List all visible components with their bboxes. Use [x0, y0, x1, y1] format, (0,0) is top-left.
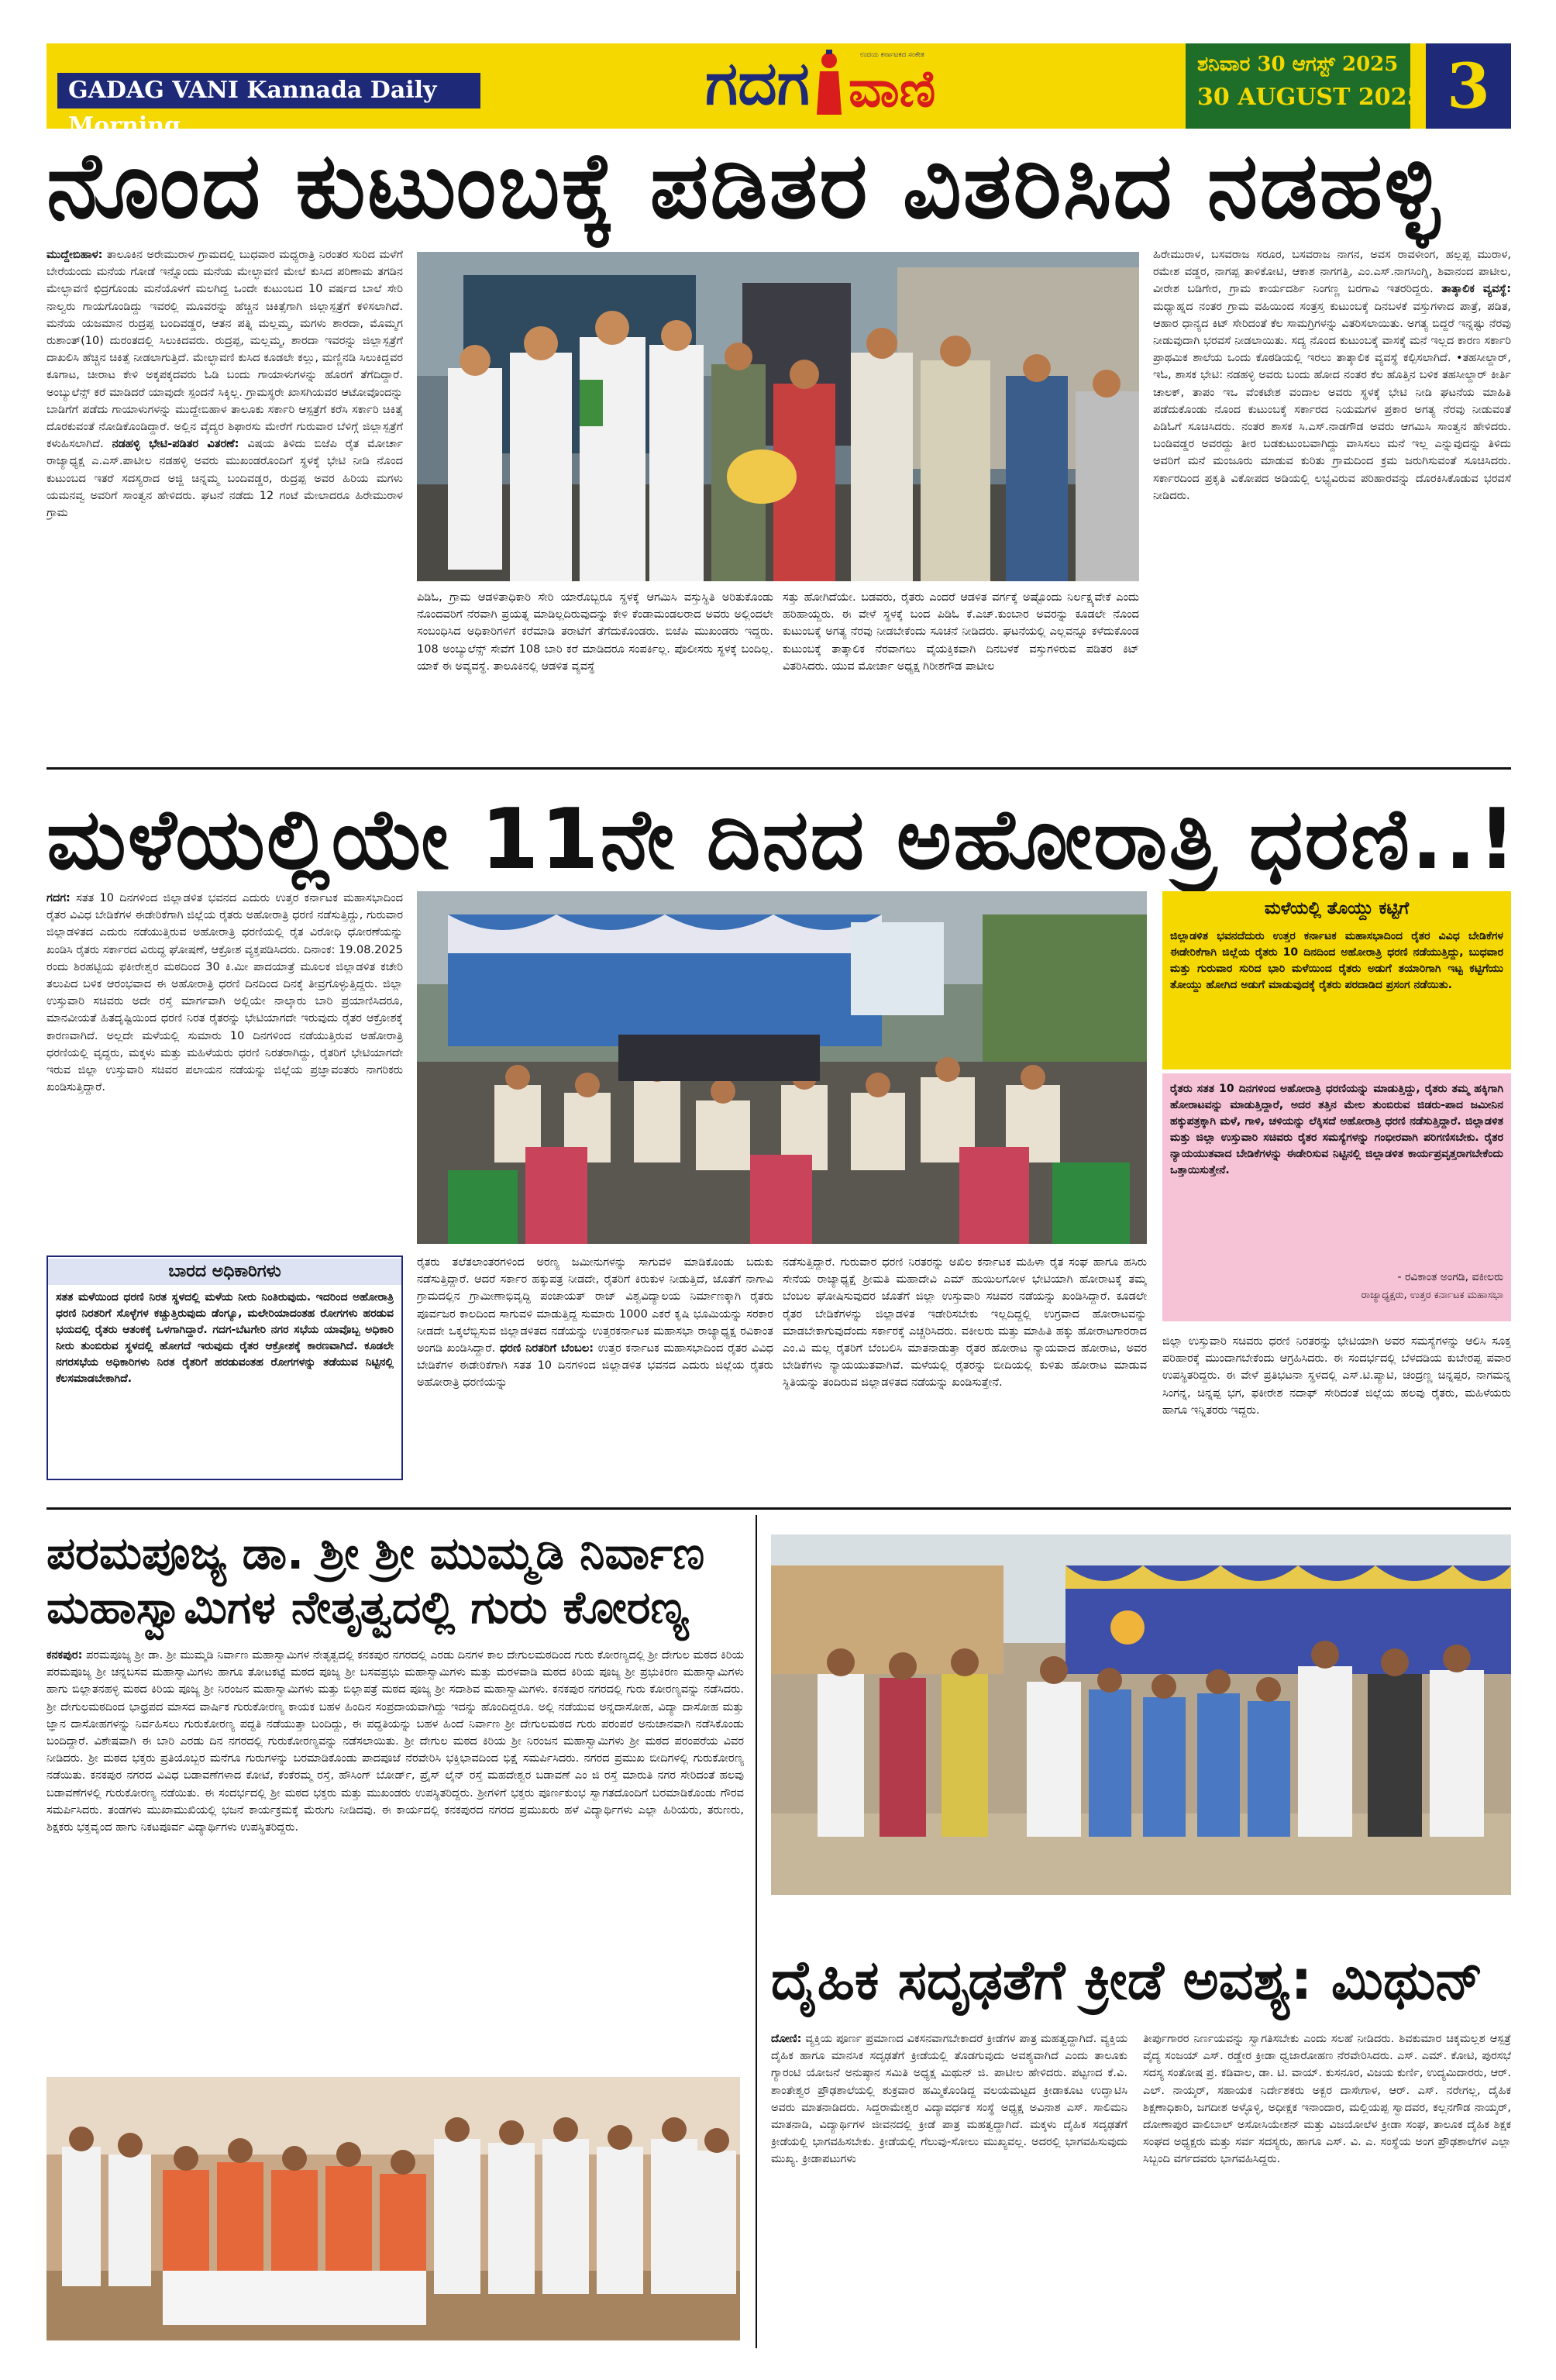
article4-headline: ದೈಹಿಕ ಸದೃಢತೆಗೆ ಕ್ರೀಡೆ ಅವಶ್ಯ: ಮಿಥುನ್: [771, 1948, 1483, 2012]
article4-col1: [771, 2030, 1127, 2340]
box-absent-officials-title: ಬಾರದ ಅಧಿಕಾರಿಗಳು: [48, 1259, 401, 1285]
box-absent-officials-text: ಸತತ ಮಳೆಯಿಂದ ಧರಣಿ ನಿರತ ಸ್ಥಳದಲ್ಲಿ ಮಳೆಯ ನೀರು ನಿಂತಿರುವುದು. ಇದರಿಂದ ಅಹೋರಾತ್ರಿ ಧರಣಿ ನಿರತರಿಗೆ ಸೊಳ್ಳೆಗಳ ಕಚ್ಚುತ್ತಿರುವುದು ಡೆಂಗ್ಯೂ, ಮಲೇರಿಯಾದಂತಹ ರೋಗಗಳು ಹರಡುವ ಭಯದಲ್ಲಿ ರೈತರು ಆತಂಕಕ್ಕೆ ಒಳಗಾಗಿದ್ದಾರೆ. ಗದಗ-ಬೆಟಗೇರಿ ನಗರ ಸಭೆಯ ಯಾವೊಬ್ಬ ಅಧಿಕಾರಿ ನೀರು ತುಂಬಿರುವ ಸ್ಥಳದಲ್ಲಿ ಹೋಗದೆ ಇರುವುದು ರೈತರ ಆಕ್ರೋಶಕ್ಕೆ ಕಾರಣವಾಗಿದೆ. ಕೂಡಲೇ ನಗರಸಭೆಯ ಅಧಿಕಾರಿಗಳು ನಿರತ ರೈತರಿಗೆ ಹರಡುವಂತಹ ರೋಗಗಳನ್ನು ತಡೆಯುವ ನಿಟ್ಟಿನಲ್ಲಿ ಕೆಲಸಮಾಡಬೇಕಾಗಿದೆ.: [56, 1291, 394, 1385]
article1-col4c-text: •ತಹಸೀಲ್ದಾರ್, ಇಓ, ಶಾಸಕ ಭೇಟಿ: ನಡಹಳ್ಳಿ ಅವರು ಬಂದು ಹೋದ ನಂತರ ಕೆಲ ಹೊತ್ತಿನ ಬಳಿಕ ತಹಸೀಲ್ದಾರ್ ಕೀರ್ತಿ ಚಾಲಕ್, ತಾಪಂ ಇಒ ವೆಂಕಟೇಶ ವಂದಾಲ ಅವರು ಸ್ಥಳಕ್ಕೆ ಭೇಟಿ ನೀಡಿ ಘಟನೆಯ ಮಾಹಿತಿ ಪಡೆದುಕೊಂಡು ನೊಂದ ಕುಟುಂಬಕ್ಕೆ ಸರ್ಕಾರದ ನಿಯಮಗಳ ಪ್ರಕಾರ ಅಗತ್ಯ ನೆರವು ನೀಡುವಂತೆ ಪಿಡಿಓಗೆ ಸೂಚಿಸಿದರು. ನಂತರ ಶಾಸಕ ಸಿ.ಎಸ್.ನಾಡಗೌಡ ಅವರು ಆಗಮಿಸಿ ಸಾಂತ್ವನ ಹೇಳಿದರು. ಬಂಡಿವಡ್ಡರ ಅವರದ್ದು ತೀರ ಬಡಕುಟುಂಬವಾಗಿದ್ದು ವಾಸಿಸಲು ಮನೆ ಇಲ್ಲ ಎನ್ನುವುದನ್ನು ತಿಳಿದು ಅವರಿಗೆ ಮನೆ ಮಂಜೂರು ಮಾಡುವ ಕುರಿತು ಗ್ರಾಮದಿಂದ ಕ್ರಮ ಜರುಗಿಸುವಂತೆ ಸೂಚಿಸಿದರು. ಸರ್ಕಾರದಿಂದ ಪ್ರಕೃತಿ ವಿಕೋಪದ ಅಡಿಯಲ್ಲಿ ಲಭ್ಯವಿರುವ ಪರಿಹಾರವನ್ನು ದೊರಕಿಸಿಕೊಡುವ ಭರವಸೆ ನೀಡಿದರು.: [1153, 352, 1511, 502]
article3-photo: [46, 2077, 740, 2340]
article1-photo: [417, 252, 1139, 581]
box-quote-signature-title: ರಾಜ್ಯಾಧ್ಯಕ್ಷರು, ಉತ್ತರ ಕರ್ನಾಟಕ ಮಹಾಸಭಾ: [1361, 1290, 1503, 1301]
article2-col2b-text: ಉತ್ತರ ಕರ್ನಾಟಕ ಮಹಾಸಭಾದಿಂದ ರೈತರ ವಿವಿಧ ಬೇಡಿಕೆಗಳ ಈಡೇರಿಕೆಗಾಗಿ ಸತತ 10 ದಿನಗಳಿಂದ ಜಿಲ್ಲಾಡಳಿತ ಭವನದ ಎದುರು ಜಿಲ್ಲೆಯ ರೈತರು ಅಹೋರಾತ್ರಿ ಧರಣಿಯನ್ನು: [417, 1342, 773, 1390]
article3-headline-line2: ಮಹಾಸ್ವಾಮಿಗಳ ನೇತೃತ್ವದಲ್ಲಿ ಗುರು ಕೋರಣ್ಯ: [46, 1581, 689, 1634]
date-kannada: ಶನಿವಾರ 30 ಆಗಸ್ಟ್ 2025: [1197, 53, 1399, 76]
article1-dateline: ಮುದ್ದೇಬಿಹಾಳ:: [46, 249, 103, 261]
article1-headline: ನೊಂದ ಕುಟುಂಬಕ್ಕೆ ಪಡಿತರ ವಿತರಿಸಿದ ನಡಹಳ್ಳಿ: [46, 132, 1441, 239]
article2-dateline: ಗದಗ:: [46, 892, 71, 904]
logo-gadag: ಗದಗ: [705, 49, 810, 119]
article1-col4: [1153, 246, 1511, 750]
column-divider: [756, 1515, 757, 2348]
article2-col1-text: ಸತತ 10 ದಿನಗಳಿಂದ ಜಿಲ್ಲಾಡಳಿತ ಭವನದ ಎದುರು ಉತ್ತರ ಕರ್ನಾಟಕ ಮಹಾಸಭಾದಿಂದ ರೈತರ ವಿವಿಧ ಬೇಡಿಕೆಗಳ ಈಡೇರಿಕೆಗಾಗಿ ಜಿಲ್ಲೆಯ ರೈತರು ಅಹೋರಾತ್ರಿ ಧರಣಿ ನಡೆಸುತ್ತಿದ್ದು, ಗುರುವಾರ ಜಿಲ್ಲಾಡಳಿತದ ಎದುರು ನಡೆಯುತ್ತಿರುವ ಅಹೋರಾತ್ರಿ ಧರಣಿಯಲ್ಲಿ ರೈತ ವಿರೋಧಿ ಧೋರಣೆಯನ್ನು ಖಂಡಿಸಿ ರೈತರು ಸರ್ಕಾರದ ವಿರುದ್ಧ ಘೋಷಣೆ, ಆಕ್ರೋಶ ವ್ಯಕ್ತಪಡಿಸಿದರು. ದಿನಾಂಕ: 19.08.2025 ರಂದು ಶಿರಹಟ್ಟಿಯ ಫಕೀರೇಶ್ವರ ಮಠದಿಂದ 30 ಕಿ.ಮೀ ಪಾದಯಾತ್ರೆ ಮೂಲಕ ಜಿಲ್ಲಾಡಳಿತ ಕಚೇರಿ ತಲುಪಿದ ಬಳಿಕ ಆರಂಭವಾದ ಈ ಅಹೋರಾತ್ರಿ ಧರಣಿ ದಿನದಿಂದ ದಿನಕ್ಕೆ ತೀವ್ರಗೊಳ್ಳುತ್ತಿದ್ದರು. ಜಿಲ್ಲಾ ಉಸ್ತುವಾರಿ ಸಚಿವರು ಅದೇ ರಸ್ತೆ ಮಾರ್ಗವಾಗಿ ಅಲ್ಲಿಯೇ ನಾಲ್ಕಾರು ಬಾರಿ ಪ್ರಯಾಣಿಸಿದರೂ, ಮಾನವೀಯತೆ ಹಿತದೃಷ್ಟಿಯಿಂದ ಧರಣಿ ನಿರತ ರೈತರನ್ನು ಭೇಟಿಯಾಗದೇ ಇರುವುದು ರೈತರ ಆಕ್ರೋಶಕ್ಕೆ ಕಾರಣವಾಗಿದೆ. ಅಲ್ಲದೇ ಮಳೆಯಲ್ಲಿ ಸುಮಾರು 10 ದಿನಗಳಿಂದ ನಡೆಯುತ್ತಿರುವ ಅಹೋರಾತ್ರಿ ಧರಣಿಯಲ್ಲಿ ವೃದ್ಧರು, ಮಕ್ಕಳು ಮತ್ತು ಮಹಿಳೆಯರು ಧರಣಿ ನಿರತರಾಗಿದ್ದು, ರೈತರಿಗೆ ಭೇಟಿಯಾಗದೇ ಇರುವ ಜಿಲ್ಲಾ ಉಸ್ತುವಾರಿ ಸಚಿವರ ಪಲಾಯನ ನಡೆಯನ್ನು ಜಿಲ್ಲೆಯ ಪ್ರಜ್ಞಾವಂತರು ನಾಗರಿಕರು ಖಂಡಿಸುತ್ತಿದ್ದಾರೆ.: [46, 892, 403, 1094]
page-number: 3: [1426, 43, 1511, 129]
divider-1: [46, 767, 1511, 770]
article4-col2: ತೀರ್ಪುಗಾರರ ನಿರ್ಣಯವನ್ನು ಸ್ವಾಗತಿಸಬೇಕು ಎಂದು ಸಲಹೆ ನೀಡಿದರು. ಶಿವಕುಮಾರ ಚಿಕ್ಕಮಲ್ಲಶ ಆಸ್ಪತ್ರೆ ವೈದ್ಯ ಸಂಜಯ್ ಎಸ್. ರಡ್ಡೇರ ಕ್ರೀಡಾ ಧ್ವಜಾರೋಹಣ ನೆರವೇರಿಸಿದರು. ಎಸ್. ಎಮ್. ಕೋಟಿ, ಪುರಸಭೆ ಸದಸ್ಯ ಸಂತೋಷ ಪ್ರ. ಕಡಿವಾಲ, ಡಾ. ಟಿ. ವಾಯ್. ಕುಸನೂರ, ವಿಜಯ ಕುರ್ಣಿ, ಉದ್ಯಮಿದಾರರು, ಆರ್. ಎಲ್. ನಾಯ್ಕರ್, ಸಹಾಯಕ ನಿರ್ದೇಶಕರು ಅಕ್ಬರ ದಾಸೇಗಾಳ, ಆರ್. ಎಸ್. ನರೇಗಲ್ಲ, ದೈಹಿಕ ಶಿಕ್ಷಣಾಧಿಕಾರಿ, ಜಗದೀಶ ಅಳ್ಳೊಳ್ಳಿ, ಅಧೀಕ್ಷಕ ಇನಾಂದಾರ, ಮಲ್ಲಿಯಪ್ಪ ಸ್ವಾದವರ, ಕಲ್ಲನಗೌಡ ನಾಯ್ಕರ್, ದೋಣಾಪುರ ವಾಲಿಬಾಲ್ ಅಸೋಸಿಯೇಶನ್ ಮತ್ತು ವಿಜಯೋಲೆಳ ಕ್ರೀಡಾ ಸಂಘ, ತಾಲೂಕ ದೈಹಿಕ ಶಿಕ್ಷಕ ಸಂಘದ ಅಧ್ಯಕ್ಷರು ಮತ್ತು ಸರ್ವ ಸದಸ್ಯರು, ಹಾಗೂ ಎಸ್. ವಿ. ಎ. ಸಂಸ್ಥೆಯ ಅಂಗ ಪ್ರೌಢಶಾಲೆಗಳ ಎಲ್ಲಾ ಸಿಬ್ಬಂದಿ ವರ್ಗದವರು ಭಾಗವಹಿಸಿದ್ದರು.: [1143, 2033, 1511, 2166]
article2-col2: [417, 1254, 773, 1496]
date-english: 30 AUGUST 2025: [1197, 84, 1423, 111]
masthead-name: GADAG VANI Kannada Daily Morning: [57, 73, 480, 108]
box-quote-text: ರೈತರು ಸತತ 10 ದಿನಗಳಿಂದ ಅಹೋರಾತ್ರಿ ಧರಣಿಯನ್ನು ಮಾಡುತ್ತಿದ್ದು, ರೈತರು ತಮ್ಮ ಹಕ್ಕಿಗಾಗಿ ಹೋರಾಟವನ್ನು ಮಾಡುತ್ತಿದ್ದಾರೆ, ಅದರ ತತ್ತಿನ ಮೇಲ ತುಂಬಿರುವ ಜಿಡರು-ಪಾದ ಜಮೀನಿನ ಹಕ್ಕುಪತ್ರಕ್ಕಾಗಿ ಮಳೆ, ಗಾಳಿ, ಚಳಿಯನ್ನು ಲೆಕ್ಕಿಸದೆ ಅಹೋರಾತ್ರಿ ಧರಣಿ ನಡೆಸುತ್ತಿದ್ದಾರೆ. ಜಿಲ್ಲಾಡಳಿತ ಮತ್ತು ಜಿಲ್ಲಾ ಉಸ್ತುವಾರಿ ಸಚಿವರು ರೈತರ ಸಮಸ್ಯೆಗಳನ್ನು ಗಂಭೀರವಾಗಿ ಪರಿಗಣಿಸಬೇಕು. ರೈತರ ನ್ಯಾಯಯುತವಾದ ಬೇಡಿಕೆಗಳನ್ನು ಈಡೇರಿಸುವ ನಿಟ್ಟಿನಲ್ಲಿ ಜಿಲ್ಲಾಡಳಿತ ಕಾರ್ಯಪ್ರವೃತ್ತರಾಗಬೇಕೆಂದು ಒತ್ತಾಯಿಸುತ್ತೇನೆ.: [1170, 1083, 1503, 1176]
box-wet-firewood-title: ಮಳೆಯಲ್ಲಿ ತೊಯ್ದು ಕಟ್ಟಿಗೆ: [1264, 899, 1410, 918]
article3-headline-line1: ಪರಮಪೂಜ್ಯ ಡಾ. ಶ್ರೀ ಶ್ರೀ ಮುಮ್ಮಡಿ ನಿರ್ವಾಣ: [46, 1527, 705, 1579]
article2-col4: ಜಿಲ್ಲಾ ಉಸ್ತುವಾರಿ ಸಚಿವರು ಧರಣಿ ನಿರತರನ್ನು ಭೇಟಿಯಾಗಿ ಅವರ ಸಮಸ್ಯೆಗಳನ್ನು ಆಲಿಸಿ ಸೂಕ್ತ ಪರಿಹಾರಕ್ಕೆ ಮುಂದಾಗಬೇಕೆಂದು ಆಗ್ರಹಿಸಿದರು. ಈ ಸಂದರ್ಭದಲ್ಲಿ ಬೆಳದಡಿಯ ಕುಬೇರಪ್ಪ ಪವಾರ ಉಪಸ್ಥಿತರಿದ್ದರು. ಈ ವೇಳೆ ಪ್ರತಿಭಟನಾ ಸ್ಥಳದಲ್ಲಿ ಎಸ್.ಟಿ.ಪ್ಯಾಟಿ, ಚಂದ್ರಣ್ಣ ಚಿನ್ನಪ್ಪರ, ನಾಗಮನ್ನ ಸಿಂಗನ್ನ, ಚಿನ್ನಪ್ಪ ಭಗ, ಫಕೀರೇಶ ನದಾಫ್ ಸೇರಿದಂತೆ ಜಿಲ್ಲೆಯ ಹಲವು ರೈತರು, ಮಹಿಳೆಯರು ಹಾಗೂ ಇನ್ನಿತರರು ಇದ್ದರು.: [1162, 1335, 1511, 1417]
article1-col1: [46, 246, 403, 750]
article2-col2-text: ರೈತರು ತಲೆತಲಾಂತರಗಳಿಂದ ಅರಣ್ಯ ಜಮೀನುಗಳನ್ನು ಸಾಗುವಳಿ ಮಾಡಿಕೊಂಡು ಬದುಕು ನಡೆಸುತ್ತಿದ್ದಾರೆ. ಆದರೆ ಸರ್ಕಾರ ಹಕ್ಕುಪತ್ರ ನೀಡದೇ, ರೈತರಿಗೆ ಕಿರುಕುಳ ನೀಡುತ್ತಿದೆ, ಜೊತೆಗೆ ನಾಗಾವಿ ಗ್ರಾಮದಲ್ಲಿನ ಗ್ರಾಮೀಣಾಭಿವೃದ್ಧಿ ಪಂಚಾಯತ್ ರಾಜ್ ವಿಶ್ವವಿದ್ಯಾಲಯ ನಿರ್ಮಾಣಕ್ಕಾಗಿ ರೈತರು ಪೂರ್ವಜರ ಕಾಲದಿಂದ ಸಾಗುವಳಿ ಮಾಡುತ್ತಿದ್ದ ಸುಮಾರು 1000 ಎಕರೆ ಕೃಷಿ ಭೂಮಿಯನ್ನು ಸರಕಾರ ನೀಡದೇ ಒಕ್ಕಲೆಬ್ಬಿಸುವ ಜಿಲ್ಲಾಡಳಿತದ ನಡೆಯನ್ನು ಉತ್ತರಕರ್ನಾಟಕ ಮಹಾಸಭಾ ರಾಜ್ಯಾಧ್ಯಕ್ಷ ರವಿಕಾಂತ ಅಂಗಡಿ ಖಂಡಿಸಿದ್ದಾರೆ.: [417, 1256, 773, 1355]
logo-tagline: ಉದಯ ಕರ್ನಾಟಕದ ಸಂಕೇತ: [860, 51, 924, 59]
box-wet-firewood-text: ಜಿಲ್ಲಾಡಳಿತ ಭವನದೆದುರು ಉತ್ತರ ಕರ್ನಾಟಕ ಮಹಾಸಭಾದಿಂದ ರೈತರ ವಿವಿಧ ಬೇಡಿಕೆಗಳ ಈಡೇರಿಕೆಗಾಗಿ ಜಿಲ್ಲೆಯ ರೈತರು 10 ದಿನದಿಂದ ಅಹೋರಾತ್ರಿ ಧರಣಿ ನಡೆಯುತ್ತಿದ್ದು, ಬುಧವಾರ ಮತ್ತು ಗುರುವಾರ ಸುರಿದ ಭಾರಿ ಮಳೆಯಿಂದ ರೈತರು ಅಡುಗೆ ತಯಾರಿಗಾಗಿ ಇಟ್ಟ ಕಟ್ಟಿಗೆಯು ತೋಯ್ದು ಹೋಗಿದ ಅಡುಗೆ ಮಾಡುವುದಕ್ಕೆ ರೈತರು ಪರದಾಡಿದ ಪ್ರಸಂಗ ನಡೆಯಿತು.: [1170, 930, 1503, 991]
divider-2: [46, 1507, 1511, 1510]
article3-dateline: ಕನಕಪುರ:: [46, 1649, 83, 1662]
article1-col4-text: ಹಿರೇಮುರಾಳ, ಬಸವರಾಜ ಸರೂರ, ಬಸವರಾಜ ನಾಗನ, ಅವಸ ರಾವಳೀಂಗ, ಹಲ್ಲಪ್ಪ ಮುರಾಳ, ರಮೇಶ ವಡ್ಡರ, ನಾಗಪ್ಪ ತಾಳಿಕೋಟಿ, ಆಕಾಶ ನಾಗಗತ್ತಿ, ಎಂ.ಎಸ್.ನಾಗಸಿಂಗ್ನಿ, ಶಿವಾನಂದ ಪಾಟೀಲ, ವೀರೇಶ ಬಡಿಗೇರ, ಗ್ರಾಮ ಕಾರ್ಯದರ್ಶಿ ನಿಂಗಣ್ಣ ಬರಗಾವಿ ಇತರರಿದ್ದರು.: [1153, 249, 1511, 296]
logo-vaani: ವಾಣಿ: [849, 59, 936, 119]
article1-subhead2: ತಾತ್ಕಾಲಿಕ ವ್ಯವಸ್ಥೆ:: [1441, 283, 1511, 296]
article1-col1-text: ತಾಲೂಕಿನ ಅರೇಮುರಾಳ ಗ್ರಾಮದಲ್ಲಿ ಬುಧವಾರ ಮಧ್ಯರಾತ್ರಿ ನಿರಂತರ ಸುರಿದ ಮಳೆಗೆ ಬೇರೆಯಂದು ಮನೆಯ ಗೋಡೆ ಇನ್ನೊಂದು ಮನೆಯ ಮೇಲ್ಛಾವಣಿ ಮೇಲೆ ಕುಸಿದ ಪರಿಣಾಮ ತಗಡಿನ ಮೇಲ್ಛಾವಣಿ ಛಿದ್ರಗೊಂಡು ಮನೆಯೊಳಗೆ ಮಲಗಿದ್ದ ಒಂದೇ ಕುಟುಂಬದ 10 ವರ್ಷದ ಬಾಲೆ ಸೇರಿ ನಾಲ್ವರು ಗಾಯಗೊಂಡಿದ್ದು ಇವರಲ್ಲಿ ಮೂವರನ್ನು ಹೆಚ್ಚಿನ ಚಿಕಿತ್ಸೆಗಾಗಿ ಜಿಲ್ಲಾಸ್ಪತ್ರೆಗೆ ಕಳಿಸಲಾಗಿದೆ. ಮನೆಯ ಯಜಮಾನ ರುದ್ರಪ್ಪ ಬಂದಿವಡ್ಡರ, ಆತನ ಪತ್ನಿ ಮಲ್ಲಮ್ಮ, ಮಗಳು ಶಾರದಾ, ಮೊಮ್ಮಗ ರುಶಾಂತ್(10) ದುರಂತದಲ್ಲಿ ಸಿಲುಕಿದವರು. ರುದ್ರಪ್ಪ, ಮಲ್ಲಮ್ಮ, ಶಾರದಾ ಇವರನ್ನು ಜಿಲ್ಲಾಸ್ಪತ್ರೆಗೆ ದಾಖಲಿಸಿ ಹೆಚ್ಚಿನ ಚಿಕಿತ್ಸೆ ನೀಡಲಾಗುತ್ತಿದೆ. ಮೇಲ್ಛಾವಣಿ ಕುಸಿದ ಕೂಡಲೇ ಕಲ್ಲು, ಮಣ್ಣಿನಡಿ ಸಿಲುಕಿದ್ದವರ ಕೂಗಾಟ, ಚೀರಾಟ ಕೇಳಿ ಅಕ್ಕಪಕ್ಕದವರು ಓಡಿ ಬಂದು ಗಾಯಾಳುಗಳನ್ನು ಹೊರಗೆ ತೆಗೆದಿದ್ದಾರೆ. ಅಂಬ್ಯುಲೆನ್ಸ್ ಕರೆ ಮಾಡಿದರೆ ಯಾವುದೇ ಸ್ಪಂದನೆ ಸಿಕ್ಕಿಲ್ಲ. ಗ್ರಾಮಸ್ಥರೇ ಖಾಸಗಿಯವರ ಆಟೋವೊಂದನ್ನು ಬಾಡಿಗೆಗೆ ಪಡೆದು ಗಾಯಾಳುಗಳನ್ನು ಮುದ್ದೇಬಿಹಾಳ ತಾಲೂಕು ಸರ್ಕಾರಿ ಆಸ್ಪತ್ರೆಗೆ ಕರೆಸಿ ಸರ್ಕಾರಿ ಚಿಕಿತ್ಸೆ ದೊರಕುವಂತೆ ನೋಡಿಕೊಂಡಿದ್ದಾರೆ. ಅಲ್ಲಿನ ವೈದ್ಯರ ಶಿಫಾರಸು ಮೇರೆಗೆ ಗುರುವಾರ ಬೆಳಿಗ್ಗೆ ಜಿಲ್ಲಾಸ್ಪತ್ರೆಗೆ ಕಳುಹಿಸಲಾಗಿದೆ.: [46, 249, 403, 451]
article4-col1-text: ವ್ಯಕ್ತಿಯ ಪೂರ್ಣ ಪ್ರಮಾಣದ ವಿಕಸನವಾಗಬೇಕಾದರೆ ಕ್ರೀಡೆಗಳ ಪಾತ್ರ ಮಹತ್ವದ್ದಾಗಿದೆ. ವ್ಯಕ್ತಿಯ ದೈಹಿಕ ಹಾಗೂ ಮಾನಸಿಕ ಸದೃಢತೆಗೆ ಕ್ರೀಡೆಯಲ್ಲಿ ತೊಡಗುವುದು ಅವಶ್ಯವಾಗಿದೆ ಎಂದು ತಾಲೂಕು ಗ್ಯಾರಂಟಿ ಯೋಜನೆ ಅನುಷ್ಠಾನ ಸಮಿತಿ ಅಧ್ಯಕ್ಷ ಮಿಥುನ್ ಜಿ. ಪಾಟೀಲ ಹೇಳಿದರು. ಪಟ್ಟಣದ ಕೆ.ವಿ. ಶಾಂತೇಶ್ವರ ಪ್ರೌಢಶಾಲೆಯಲ್ಲಿ ಶುಕ್ರವಾರ ಹಮ್ಮಿಕೊಂಡಿದ್ದ ವಲಯಮಟ್ಟದ ಕ್ರೀಡಾಕೂಟ ಉದ್ಘಾಟಿಸಿ ಅವರು ಮಾತನಾಡಿದರು. ಸಿದ್ದರಾಮೇಶ್ವರ ವಿದ್ಯಾವರ್ಧಕ ಸಂಸ್ಥೆ ಅಧ್ಯಕ್ಷ ಅವಿನಾಶ ಎಸ್. ಸಾಲಿಮನಿ ಮಾತನಾಡಿ, ವಿದ್ಯಾರ್ಥಿಗಳ ಜೀವನದಲ್ಲಿ ಕ್ರೀಡೆ ಪಾತ್ರ ಮಹತ್ವದ್ದಾಗಿದೆ. ಮಕ್ಕಳು ದೈಹಿಕ ಸದೃಢತೆಗೆ ಕ್ರೀಡೆಯಲ್ಲಿ ಭಾಗವಹಿಸಬೇಕು. ಕ್ರೀಡೆಯಲ್ಲಿ ಗೆಲುವು-ಸೋಲು ಮುಖ್ಯವಲ್ಲ. ಅದರಲ್ಲಿ ಭಾಗವಹಿಸುವುದು ಮುಖ್ಯ. ಕ್ರೀಡಾಪಟುಗಳು: [771, 2033, 1127, 2166]
article1-col3: ಸತ್ತು ಹೋಗಿದೆಯೇ. ಬಡವರು, ರೈತರು ಎಂದರೆ ಆಡಳಿತ ವರ್ಗಕ್ಕೆ ಅಷ್ಟೊಂದು ನಿರ್ಲಕ್ಷ್ಯವೇಕೆ ಎಂದು ಹರಿಹಾಯ್ದರು. ಈ ವೇಳೆ ಸ್ಥಳಕ್ಕೆ ಬಂದ ಪಿಡಿಓ ಕೆ.ಎಚ್.ಕುಂಬಾರ ಅವರನ್ನು ಕೂಡಲೇ ನೊಂದ ಕುಟುಂಬಕ್ಕೆ ಅಗತ್ಯ ನೆರವು ನೀಡಬೇಕೆಂದು ಸೂಚನೆ ನೀಡಿದರು. ಘಟನೆಯಲ್ಲಿ ಎಲ್ಲವನ್ನೂ ಕಳೆದುಕೊಂಡ ಕುಟುಂಬಕ್ಕೆ ತಾತ್ಕಾಲಿಕ ನೆರವಾಗಲು ವೈಯಕ್ತಿಕವಾಗಿ ದಿನಬಳಕೆ ವಸ್ತುಗಳಿರುವ ಪಡಿತರ ಕಿಟ್ ವಿತರಿಸಿದರು. ಯುವ ಮೋರ್ಚಾ ಅಧ್ಯಕ್ಷ ಗಿರೀಶಗೌಡ ಪಾಟೀಲ: [783, 591, 1139, 673]
article4-photo: [771, 1534, 1511, 1895]
article1-col1b-text: ವಿಷಯ ತಿಳಿದು ಬಿಜೆಪಿ ರೈತ ಮೋರ್ಚಾ ರಾಜ್ಯಾಧ್ಯಕ್ಷ ಎ.ಎಸ್.ಪಾಟೀಲ ನಡಹಳ್ಳಿ ಅವರು ಮುಖಂಡರೊಂದಿಗೆ ಸ್ಥಳಕ್ಕೆ ಭೇಟಿ ನೀಡಿ ನೊಂದ ಕುಟುಂಬದ ಇತರೆ ಸದಸ್ಯರಾದ ಅಜ್ಜಿ ಚಿನ್ನಮ್ಮ ಬಂದಿವಡ್ಡರ, ರುದ್ರಪ್ಪ ಅವರ ಹಿರಿಯ ಮಗಳು ಯಮನವ್ವ ಅವರಿಗೆ ಸಾಂತ್ವನ ಹೇಳಿದರು. ಘಟನೆ ನಡೆದು 12 ಗಂಟೆ ಮೇಲಾದರೂ ಹಿರೇಮುರಾಳ ಗ್ರಾಮ: [46, 438, 403, 520]
article3-text: ಪರಮಪೂಜ್ಯ ಶ್ರೀ ಡಾ. ಶ್ರೀ ಮುಮ್ಮಡಿ ನಿರ್ವಾಣ ಮಹಾಸ್ವಾಮಿಗಳ ನೇತೃತ್ವದಲ್ಲಿ ಕನಕಪುರ ನಗರದಲ್ಲಿ ಎರಡು ದಿನಗಳ ಕಾಲ ದೇಗುಲಮಠದಿಂದ ಗುರು ಕೋರಣ್ಯದಲ್ಲಿ ಶ್ರೀ ದೇಗುಲ ಮಠದ ಕಿರಿಯ ಪರಮಪೂಜ್ಯ ಶ್ರೀ ಚನ್ನಬಸವ ಮಹಾಸ್ವಾಮಿಗಳು ಹಾಗೂ ತೋಟಕಟ್ಟೆ ಮಠದ ಪೂಜ್ಯ ಶ್ರೀ ಬಸವಪ್ರಭು ಮಹಾಸ್ವಾಮಿಗಳು ಮತ್ತು ಮರಳವಾಡಿ ಮಠದ ಕಿರಿಯ ಪೂಜ್ಯ ಶ್ರೀ ಪ್ರಭುಕಿರಣ ಮಹಾಸ್ವಾಮಿಗಳು ಹಾಗು ಬಿಲ್ಲಾತನಹಳ್ಳಿ ಮಠದ ಕಿರಿಯ ಪೂಜ್ಯ ಶ್ರೀ ನಿರಂಜನ ಮಹಾಸ್ವಾಮಿಗಳು ಮತ್ತು ಬಿಲ್ಲಾಪತ್ರೆ ಮಠದ ಪೂಜ್ಯ ಶ್ರೀ ಸದಾಶಿವ ಮಹಾಸ್ವಾಮಿಗಳು. ಕನಕಪುರ ನಗರದಲ್ಲಿ ಗುರು ಕೋರಣ್ಯವನ್ನು ನಡೆಸಿದರು. ಶ್ರೀ ದೇಗುಲಮಠದಿಂದ ಭಾಧ್ರಪದ ಮಾಸದ ವಾರ್ಷಿಕ ಗುರುಕೋರಣ್ಯ ಕಾಯಕ ಬಹಳ ಹಿಂದಿನ ಸಂಪ್ರದಾಯವಾಗಿದ್ದು ಇದನ್ನು ಹೊಂದಿದ್ದರೂ. ಅಲ್ಲಿ ನಡೆಯುವ ಅನ್ನದಾಸೋಹ, ವಿದ್ಯಾ ದಾಸೋಹ ಮತ್ತು ಜ್ಞಾನ ದಾಸೋಹಗಳನ್ನು ನಿರ್ವಹಿಸಲು ಗುರುಕೋರಣ್ಯ ಪದ್ಧತಿ ನಡೆಯುತ್ತಾ ಬಂದಿದ್ದು, ಈ ಪದ್ಧತಿಯನ್ನು ಬಹಳ ಹಿಂದೆ ನಿರ್ವಾಣ ಶ್ರೀ ದೇಗುಲಮಠದ ಗುರು ಪರಂಪರೆ ಅನುಚಾನವಾಗಿ ನಡೆಸಿಕೊಂಡು ಬಂದಿದ್ದಾರೆ. ವಿಶೇಷವಾಗಿ ಈ ಬಾರಿ ಎರಡು ದಿನ ನಗರದಲ್ಲಿ ಗುರುಕೋರಣ್ಯವನ್ನು ನಡೆಸಲಾಯಿತು. ಶ್ರೀ ದೇಗುಲ ಮಠದ ಕಿರಿಯ ಶ್ರೀ ನಿರಂಜನ ಮಹಾಸ್ವಾಮಿಗಳು ಶ್ರೀ ಮಠದ ಪರಂಪರೆಯ ವಿವರ ನೀಡಿದರು. ಶ್ರೀ ಮಠದ ಭಕ್ತರು ಪ್ರತಿಯೊಬ್ಬರ ಮನೆಗೂ ಗುರುಗಳನ್ನು ಬರಮಾಡಿಕೊಂಡು ಪಾದಪೂಜೆ ನೆರವೇರಿಸಿ ಭಕ್ತಿಭಾವದಿಂದ ಭಿಕ್ಷೆ ಸಮರ್ಪಿಸಿದರು. ನಗರದ ಪ್ರಮುಖ ಬೀದಿಗಳಲ್ಲಿ ಗುರುಕೋರಣ್ಯ ನಡೆಯಿತು. ಕನಕಪುರ ನಗರದ ವಿವಿಧ ಬಡಾವಣೆಗಳಾದ ಕೋಟೆ, ಕೆಂಕೆರಮ್ಮ ರಸ್ತೆ, ಹೌಸಿಂಗ್ ಬೋರ್ಡ್, ಪ್ರೈಸ್ ಲೈನ್ ರಸ್ತೆ ಮಹದೇಶ್ವರ ಬಡಾವಣೆ ಎಂ ಜಿ ರಸ್ತೆ ಮಾರುತಿ ನಗರ ಸೇರಿದಂತೆ ಹಲವು ಬಡಾವಣೆಗಳಲ್ಲಿ ಗುರುಕೋರಣ್ಯ ನಡೆಯಿತು. ಈ ಸಂದರ್ಭದಲ್ಲಿ ಶ್ರೀ ಮಠದ ಭಕ್ತರು ಮತ್ತು ಮುಖಂಡರು ಉಪಸ್ಥಿತರಿದ್ದರು. ಶ್ರೀಗಳಿಗೆ ಭಕ್ತರು ಪೂರ್ಣಕುಂಭ ಸ್ವಾಗತದೊಂದಿಗೆ ಬರಮಾಡಿಕೊಂಡು ಗೌರವ ಸಮರ್ಪಿಸಿದರು. ತಂಡಗಳು ಮುಖಾಮುಖಿಯಲ್ಲಿ ಭಜನೆ ಕಾರ್ಯಕ್ರಮಕ್ಕೆ ಮೆರುಗು ನೀಡಿದವು. ಈ ಕಾರ್ಯದಲ್ಲಿ ಕನಕಪುರದ ನಗರದ ಪ್ರಮುಖರು ಹಳೆ ವಿದ್ಯಾರ್ಥಿಗಳು ಎಲ್ಲಾ ಹಿರಿಯರು, ತರುಣರು, ಶಿಕ್ಷಕರು ಭಕ್ತವೃಂದ ಹಾಗು ನಿಕಟಪೂರ್ವ ವಿದ್ಯಾರ್ಥಿಗಳು ಉಪಸ್ಥಿತರಿದ್ದರು.: [46, 1649, 744, 1834]
article4-dateline: ದೋಣಿ:: [771, 2033, 802, 2045]
article2-photo: [417, 891, 1147, 1244]
article1-subhead1: ನಡಹಳ್ಳಿ ಭೇಟಿ-ಪಡಿತರ ವಿತರಣೆ:: [112, 438, 239, 451]
article2-col3: ನಡೆಸುತ್ತಿದ್ದಾರೆ. ಗುರುವಾರ ಧರಣಿ ನಿರತರನ್ನು ಅಖಿಲ ಕರ್ನಾಟಕ ಮಹಿಳಾ ರೈತ ಸಂಘ ಹಾಗೂ ಹಸಿರು ಸೇನೆಯ ರಾಜ್ಯಾಧ್ಯಕ್ಷೆ ಶ್ರೀಮತಿ ಮಹಾದೇವಿ ಎಮ್ ಹುಯಿಲಗೋಳ ಭೇಟಿಯಾಗಿ ಹೋರಾಟಕ್ಕೆ ತಮ್ಮ ಬೆಂಬಲ ಘೋಷಿಸುವುದರ ಜೊತೆಗೆ ಜಿಲ್ಲಾ ಉಸ್ತುವಾರಿ ಸಚಿವರ ನಡೆಯನ್ನು ಖಂಡಿಸಿದ್ದಾರೆ. ಕೂಡಲೇ ರೈತರ ಬೇಡಿಕೆಗಳನ್ನು ಜಿಲ್ಲಾಡಳಿತ ಇಡೇರಿಸಬೇಕು ಇಲ್ಲದಿದ್ದಲ್ಲಿ ಉಗ್ರವಾದ ಹೋರಾಟವನ್ನು ಮಾಡಬೇಕಾಗುವುದೆಂದು ಸರ್ಕಾರಕ್ಕೆ ಎಚ್ಚರಿಸಿದರು. ವಕೀಲರು ಮತ್ತು ಮಾಹಿತಿ ಹಕ್ಕು ಹೋರಾಟಗಾರರಾದ ಎಂ.ವಿ ಮಲ್ಲ ರೈತರಿಗೆ ಬೆಂಬಲಿಸಿ ಮಾತನಾಡುತ್ತಾ ರೈತರ ಹೋರಾಟ ನ್ಯಾಯವಾದ ಹೋರಾಟ, ಅವರ ಬೇಡಿಕೆಗಳು ನ್ಯಾಯಯುತವಾಗಿವೆ. ಮಳೆಯಲ್ಲಿ ರೈತರನ್ನು ಬೀದಿಯಲ್ಲಿ ಕುಳಿತು ಹೋರಾಟ ಮಾಡುವ ಸ್ಥಿತಿಯನ್ನು ತಂದಿರುವ ಜಿಲ್ಲಾಡಳಿತದ ನಡೆಯನ್ನು ಖಂಡಿಸುತ್ತೇನೆ.: [783, 1256, 1147, 1390]
article2-subhead: ಧರಣಿ ನಿರತರಿಗೆ ಬೆಂಬಲ:: [499, 1342, 594, 1355]
logo-figure-icon: [806, 46, 852, 124]
article3-body: [46, 1647, 744, 2065]
article2-headline: ಮಳೆಯಲ್ಲಿಯೇ 11ನೇ ದಿನದ ಅಹೋರಾತ್ರಿ ಧರಣಿ..!: [46, 791, 1518, 888]
box-quote-signature: - ರವಿಕಾಂತ ಅಂಗಡಿ, ವಕೀಲರು: [1397, 1271, 1503, 1283]
article1-col2: ಪಿಡಿಓ, ಗ್ರಾಮ ಆಡಳಿತಾಧಿಕಾರಿ ಸೇರಿ ಯಾರೊಬ್ಬರೂ ಸ್ಥಳಕ್ಕೆ ಆಗಮಿಸಿ ವಸ್ತುಸ್ಥಿತಿ ಅರಿತುಕೊಂಡು ನೊಂದವರಿಗೆ ನೆರವಾಗಿ ಪ್ರಯತ್ನ ಮಾಡಿಲ್ಲದಿರುವುದನ್ನು ಕೇಳಿ ಕೆಂಡಾಮಂಡಲರಾದ ಅವರು ಅಲ್ಲಿಂದಲೇ ಸಂಬಂಧಿಸಿದ ಅಧಿಕಾರಿಗಳಿಗೆ ಕರೆಮಾಡಿ ತರಾಟೆಗೆ ತೆಗೆದುಕೊಂಡರು. ಬಿಜೆಪಿ ಮುಖಂಡರು ಇದ್ದರು. 108 ಅಂಬ್ಯುಲೆನ್ಸ್ ಸೇವೆಗೆ 108 ಬಾರಿ ಕರೆ ಮಾಡಿದರೂ ಸಂಪರ್ಕಿಲ್ಲ. ಪೊಲೀಸರು ಸ್ಥಳಕ್ಕೆ ಬಂದಿಲ್ಲ. ಯಾಕೆ ಈ ಅವ್ಯವಸ್ಥೆ. ತಾಲೂಕಿನಲ್ಲಿ ಆಡಳಿತ ವ್ಯವಸ್ಥೆ: [417, 591, 773, 673]
article1-col4b-text: ಮಧ್ಯಾಹ್ನದ ನಂತರ ಗ್ರಾಮ ವಹಿಯಿಂದ ಸಂತ್ರಸ್ತ ಕುಟುಂಬಕ್ಕೆ ದಿನಬಳಕೆ ವಸ್ತುಗಳಾದ ಪಾತ್ರೆ, ಪಡಿತ, ಆಹಾರ ಧಾನ್ಯದ ಕಿಟ್ ಸೇರಿದಂತೆ ಕೆಲ ಸಾಮಗ್ರಿಗಳನ್ನು ವಿತರಿಸಲಾಯಿತು. ಅಗತ್ಯ ಬಿದ್ದರೆ ಇನ್ನಷ್ಟು ನೆರವು ನೀಡುವುದಾಗಿ ಭರವಸೆ ನೀಡಲಾಯಿತು. ಸದ್ಯ ನೊಂದ ಕುಟುಂಬಕ್ಕೆ ವಾಸಕ್ಕೆ ಮನೆ ಇಲ್ಲದ ಕಾರಣ ಸರ್ಕಾರಿ ಪ್ರಾಥಮಿಕ ಶಾಲೆಯ ಒಂದು ಕೊಠಡಿಯಲ್ಲಿ ಇರಲು ತಾತ್ಕಾಲಿಕ ವ್ಯವಸ್ಥೆ ಕಲ್ಪಿಸಲಾಗಿದೆ.: [1153, 300, 1511, 365]
article2-col1: [46, 890, 403, 1248]
